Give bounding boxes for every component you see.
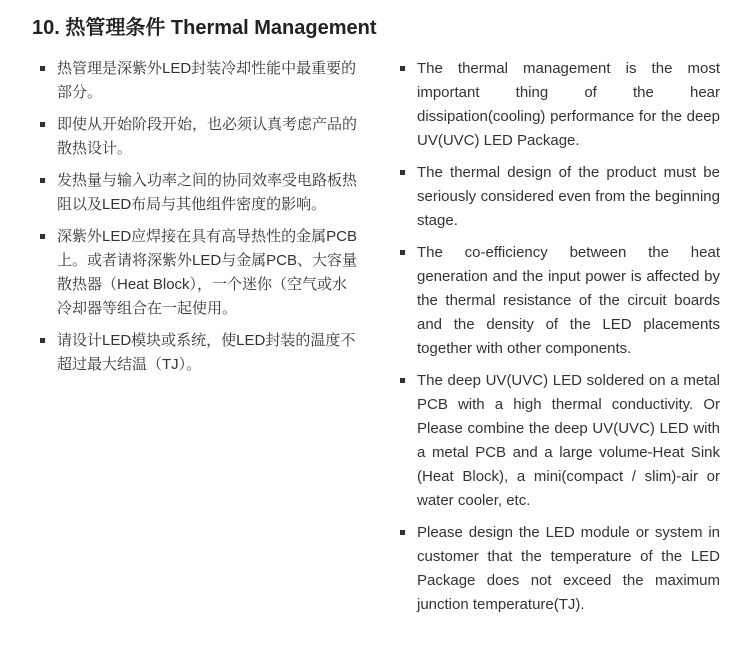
list-item	[38, 113, 360, 161]
list-item	[38, 57, 360, 105]
list-item	[398, 57, 720, 153]
square-bullet-icon	[40, 234, 45, 239]
square-bullet-icon	[400, 170, 405, 175]
list-item-text: 发热量与输入功率之间的协同效率受电路板热阻以及LED布局与其他组件密度的影响。	[57, 172, 358, 213]
square-bullet-icon	[40, 178, 45, 183]
section-title: 10. 热管理条件 Thermal Management	[32, 17, 377, 39]
square-bullet-icon	[400, 530, 405, 535]
list-item	[398, 241, 720, 361]
list-item	[38, 169, 360, 217]
list-item-text: The thermal management is the most important thing of the hear dissipation(cooling) performance for the deep UV(UVC) LED Package.	[417, 60, 720, 149]
square-bullet-icon	[400, 250, 405, 255]
list-item	[398, 369, 720, 513]
chinese-bullet-list	[38, 57, 360, 385]
list-item-text: The co-efficiency between the heat generation and the input power is affected by the thermal resistance of the circuit boards and the density of the LED placements together with other components.	[417, 244, 720, 357]
list-item-text: The thermal design of the product must be seriously considered even from the beginning stage.	[417, 164, 720, 229]
english-bullet-list	[398, 57, 720, 625]
list-item-text: 请设计LED模块或系统，使LED封装的温度不超过最大结温（TJ）。	[57, 332, 356, 373]
list-item	[38, 225, 360, 321]
list-item	[398, 521, 720, 617]
square-bullet-icon	[40, 338, 45, 343]
square-bullet-icon	[40, 122, 45, 127]
list-item-text: 热管理是深紫外LED封装冷却性能中最重要的部分。	[57, 60, 357, 101]
list-item-text: 深紫外LED应焊接在具有高导热性的金属PCB上。或者请将深紫外LED与金属PCB、大容量散热器（Heat Block），一个迷你（空气或水冷却器等组合在一起使用。	[57, 228, 358, 317]
square-bullet-icon	[40, 66, 45, 71]
square-bullet-icon	[400, 378, 405, 383]
list-item-text: The deep UV(UVC) LED soldered on a metal PCB with a high thermal conductivity. Or Please combine the deep UV(UVC) LED with a metal PCB and a large volume-Heat Sink (Heat Block), a mini(compact / slim)-air or water cooler, etc.	[417, 372, 720, 509]
square-bullet-icon	[400, 66, 405, 71]
list-item	[38, 329, 360, 377]
list-item	[398, 161, 720, 233]
list-item-text: 即使从开始阶段开始，也必须认真考虑产品的散热设计。	[57, 116, 358, 157]
list-item-text: Please design the LED module or system in customer that the temperature of the LED Package does not exceed the maximum junction temperature(TJ).	[417, 524, 720, 613]
